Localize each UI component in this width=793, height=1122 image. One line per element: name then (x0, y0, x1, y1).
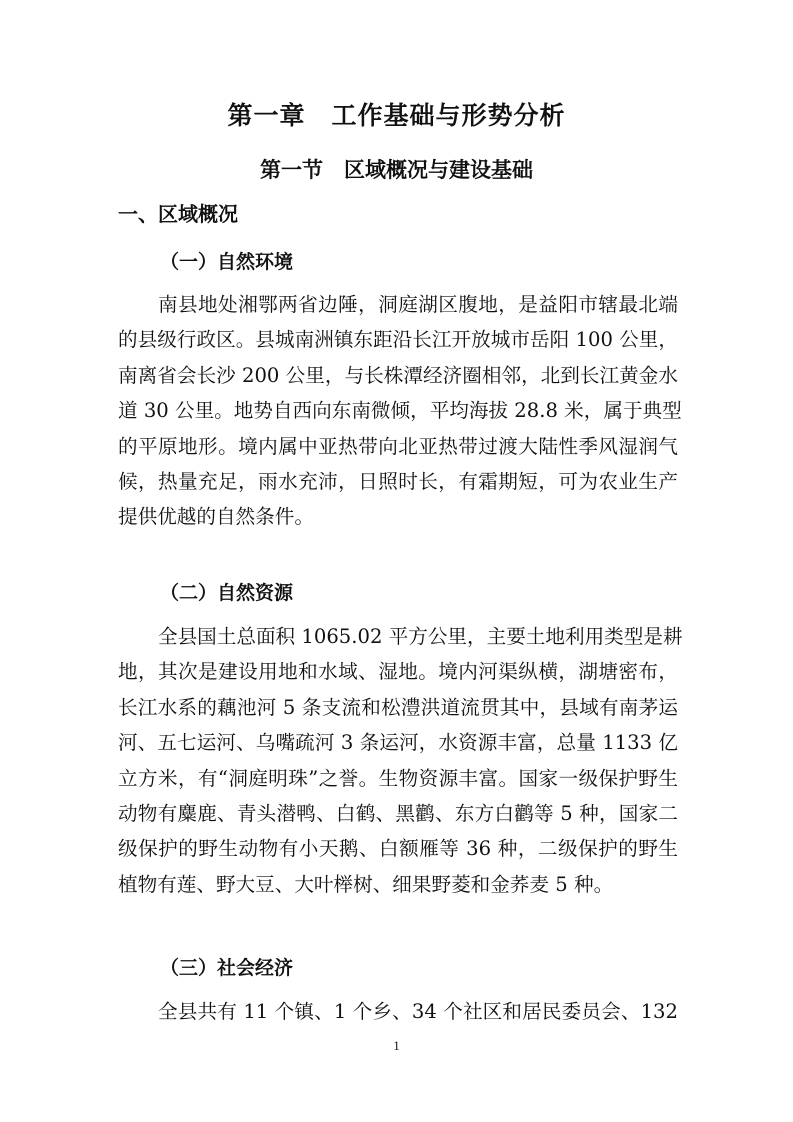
part-heading: 一、区域概况 (118, 202, 238, 226)
paragraph-line: 提供优越的自然条件。 (118, 505, 314, 529)
paragraph-line: 动物有麋鹿、青头潜鸭、白鹤、黑鹳、东方白鹳等 5 种，国家二 (118, 801, 678, 825)
subsection-heading-natural-resources: （二）自然资源 (160, 582, 294, 604)
paragraph-line: 全县国土总面积 1065.02 平方公里，主要土地利用类型是耕 (158, 625, 683, 648)
paragraph-line: 长江水系的藕池河 5 条支流和松澧洪道流贯其中，县域有南茅运 (118, 695, 678, 719)
paragraph-line: 全县共有 11 个镇、1 个乡、34 个社区和居民委员会、132 (158, 1000, 678, 1023)
paragraph-line: 的平原地形。境内属中亚热带向北亚热带过渡大陆性季风湿润气 (118, 434, 678, 458)
paragraph-line: 植物有莲、野大豆、大叶榉树、细果野菱和金荞麦 5 种。 (118, 872, 614, 896)
subsection-heading-social-economy: （三）社会经济 (160, 957, 294, 979)
paragraph-line: 立方米，有“洞庭明珠”之誉。生物资源丰富。国家一级保护野生 (118, 766, 678, 790)
paragraph-line: 的县级行政区。县城南洲镇东距沿长江开放城市岳阳 100 公里， (118, 328, 678, 352)
paragraph-social-economy (118, 994, 678, 1029)
paragraph-natural-environment (118, 287, 682, 535)
paragraph-line: 级保护的野生动物有小天鹅、白额雁等 36 种，二级保护的野生 (118, 837, 678, 861)
paragraph-line: 地，其次是建设用地和水域、湿地。境内河渠纵横，湖塘密布， (118, 660, 678, 684)
paragraph-line: 南离省会长沙 200 公里，与长株潭经济圈相邻，北到长江黄金水 (118, 363, 678, 387)
section-title: 第一节 区域概况与建设基础 (260, 158, 533, 182)
paragraph-line: 南县地处湘鄂两省边陲，洞庭湖区腹地，是益阳市辖最北端 (158, 293, 678, 316)
paragraph-line: 道 30 公里。地势自西向东南微倾，平均海拔 28.8 米，属于典型 (118, 399, 682, 423)
chapter-title: 第一章 工作基础与形势分析 (227, 101, 566, 130)
paragraph-line: 候，热量充足，雨水充沛，日照时长，有霜期短，可为农业生产 (118, 469, 678, 493)
page-number: 1 (393, 1038, 400, 1053)
paragraph-natural-resources (118, 619, 683, 902)
subsection-heading-natural-environment: （一）自然环境 (160, 251, 294, 273)
paragraph-line: 河、五七运河、乌嘴疏河 3 条运河，水资源丰富，总量 1133 亿 (118, 731, 678, 755)
